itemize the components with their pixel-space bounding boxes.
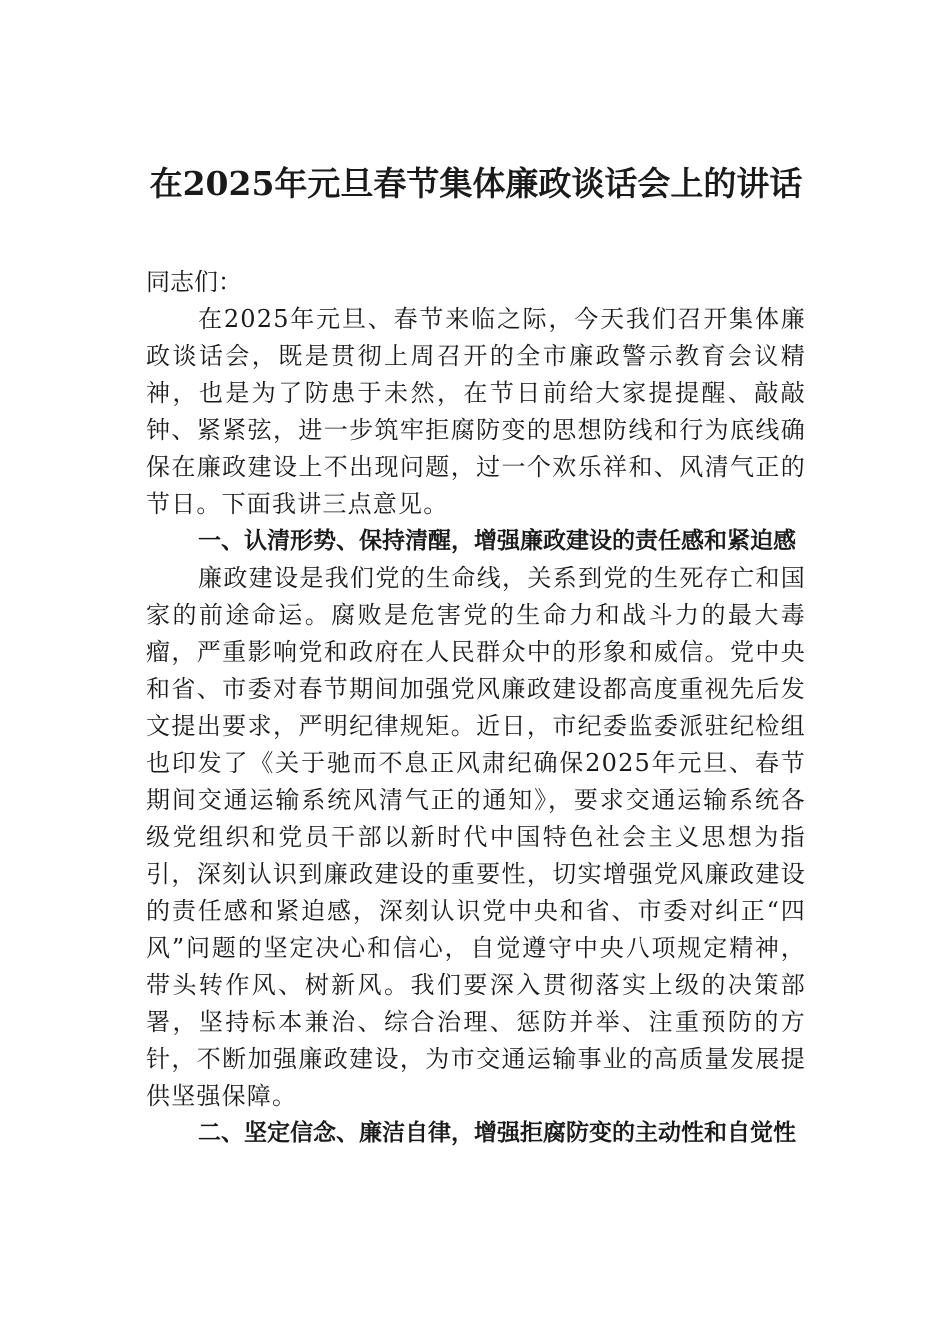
- document-title: 在2025年元旦春节集体廉政谈话会上的讲话: [149, 164, 803, 203]
- section-heading-2: 二、坚定信念、廉洁自律，增强拒腐防变的主动性和自觉性: [198, 1120, 796, 1146]
- paragraph-intro: 在2025年元旦、春节来临之际，今天我们召开集体廉政谈话会，既是贯彻上周召开的全市廉政警示教育会议精神，也是为了防患于未然，在节日前给大家提提醒、敲敲钟、紧紧弦，进一步筑牢拒腐防变的思想防线和行为底线确保在廉政建设上不出现问题，过一个欢乐祥和、风清气正的节日。下面我讲三点意见。: [146, 305, 806, 518]
- document-page: [146, 150, 806, 1152]
- section-heading-1: 一、认清形势、保持清醒，增强廉政建设的责任感和紧迫感: [198, 528, 796, 554]
- salutation: 同志们：: [146, 268, 242, 296]
- paragraph-section-1: 廉政建设是我们党的生命线，关系到党的生死存亡和国家的前途命运。腐败是危害党的生命力和战斗力的最大毒瘤，严重影响党和政府在人民群众中的形象和威信。党中央和省、市委对春节期间加强党风廉政建设都高度重视先后发文提出要求，严明纪律规矩。近日，市纪委监委派驻纪检组也印发了《关于驰而不息正风肃纪确保2025年元旦、春节期间交通运输系统风清气正的通知》，要求交通运输系统各级党组织和党员干部以新时代中国特色社会主义思想为指引，深刻认识到廉政建设的重要性，切实增强党风廉政建设的责任感和紧迫感，深刻认识党中央和省、市委对纠正“四风”问题的坚定决心和信心，自觉遵守中央八项规定精神，带头转作风、树新风。我们要深入贯彻落实上级的决策部署，坚持标本兼治、综合治理、惩防并举、注重预防的方针，不断加强廉政建设，为市交通运输事业的高质量发展提供坚强保障。: [146, 564, 806, 1110]
